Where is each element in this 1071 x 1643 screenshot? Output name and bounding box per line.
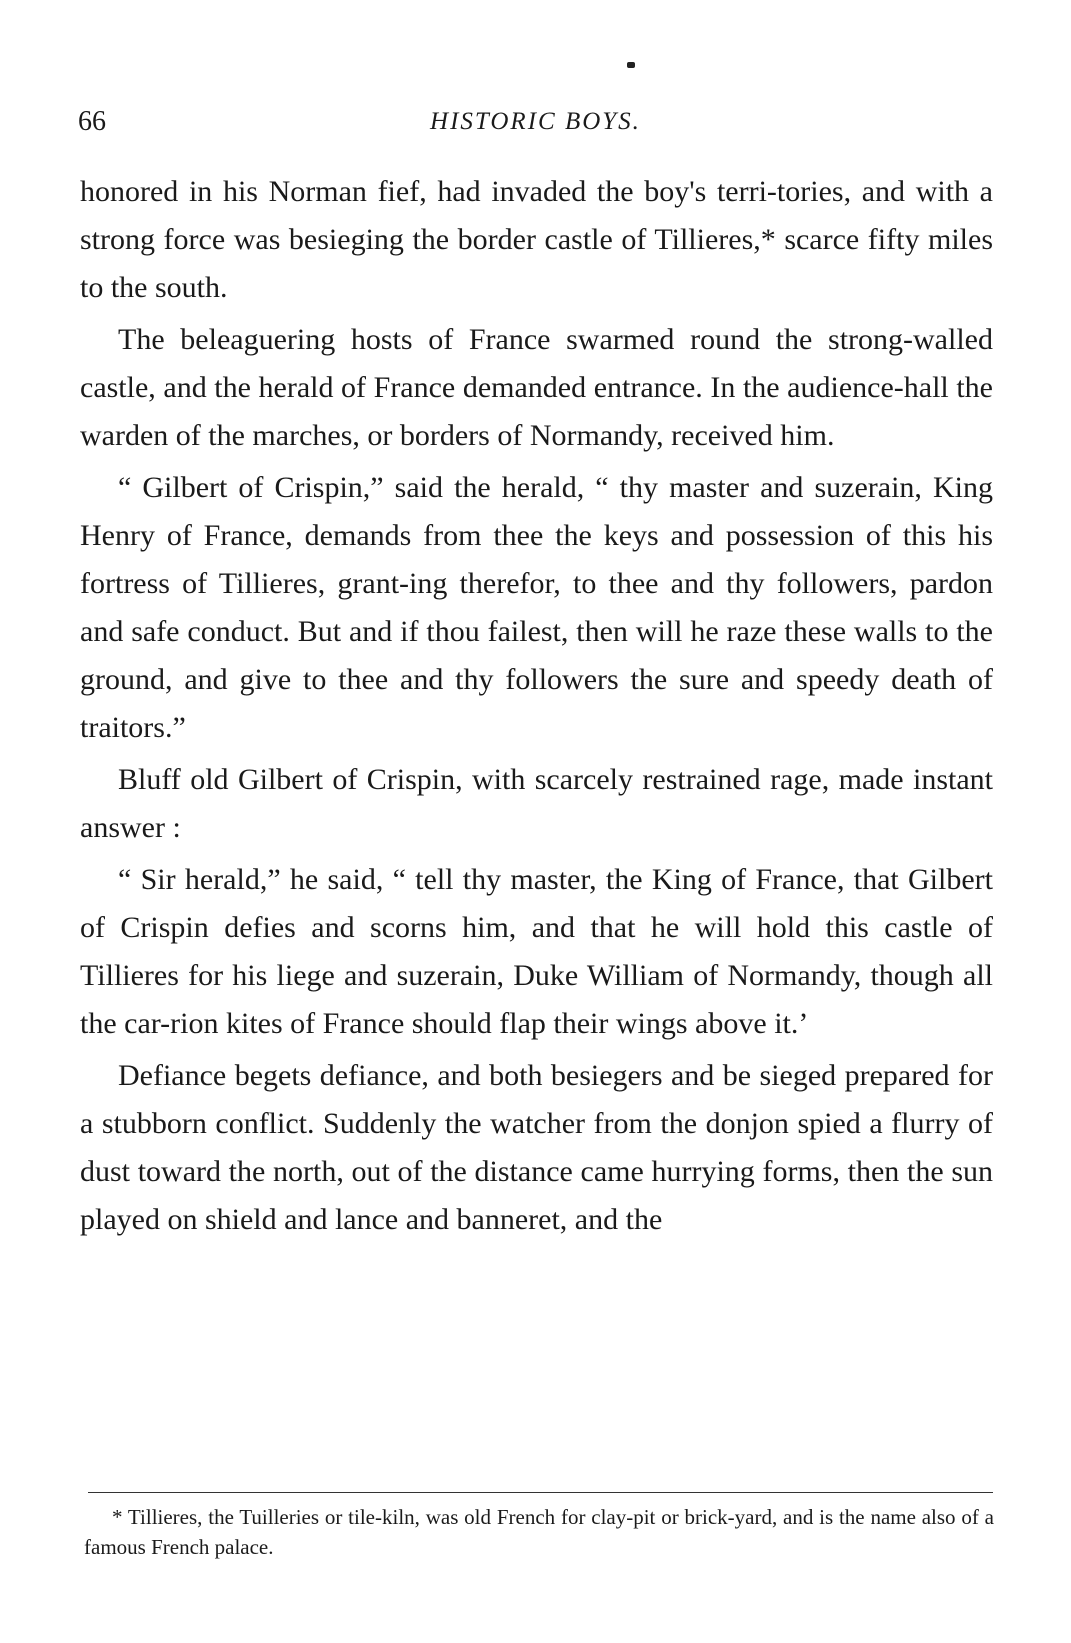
paragraph: The beleaguering hosts of France swarmed round the strong-walled castle, and the herald of France demanded entrance. In the audience-hall the warden of the marches, or borders of Normandy, received him.: [80, 323, 993, 452]
running-head: HISTORIC BOYS.: [430, 108, 641, 135]
paragraph: honored in his Norman fief, had invaded the boy's terri-tories, and with a strong force was besieging the border castle of Tillieres,* scarce fifty miles to the south.: [80, 175, 993, 304]
paragraph: “ Sir herald,” he said, “ tell thy master, the King of France, that Gilbert of Crispin defies and scorns him, and that he will hold this castle of Tillieres for his liege and suzerain, Duke William of Normandy, though all the car-rion kites of France should flap their wings above it.’: [80, 863, 993, 1040]
page-header: [78, 100, 993, 144]
body-text: [80, 168, 993, 1248]
footnote: * Tillieres, the Tuilleries or tile-kiln, was old French for clay-pit or brick-yard, and is the name also of a famous French palace.: [84, 1505, 994, 1559]
page-number: 66: [78, 106, 106, 137]
paragraph: Bluff old Gilbert of Crispin, with scarcely restrained rage, made instant answer :: [80, 763, 993, 844]
paragraph: “ Gilbert of Crispin,” said the herald, “ thy master and suzerain, King Henry of France, demands from thee the keys and possession of this his fortress of Tillieres, grant-ing therefor, to thee and thy followers, pardon and safe conduct. But and if thou failest, then will he raze these walls to the ground, and give to thee and thy followers the sure and speedy death of traitors.”: [80, 471, 993, 744]
footnote-rule: [88, 1492, 993, 1493]
paragraph: Defiance begets defiance, and both besiegers and be sieged prepared for a stubborn conflict. Suddenly the watcher from the donjon spied a flurry of dust toward the north, out of the distance came hurrying forms, then the sun played on shield and lance and banneret, and the: [80, 1059, 993, 1236]
page-speck: [627, 62, 635, 68]
